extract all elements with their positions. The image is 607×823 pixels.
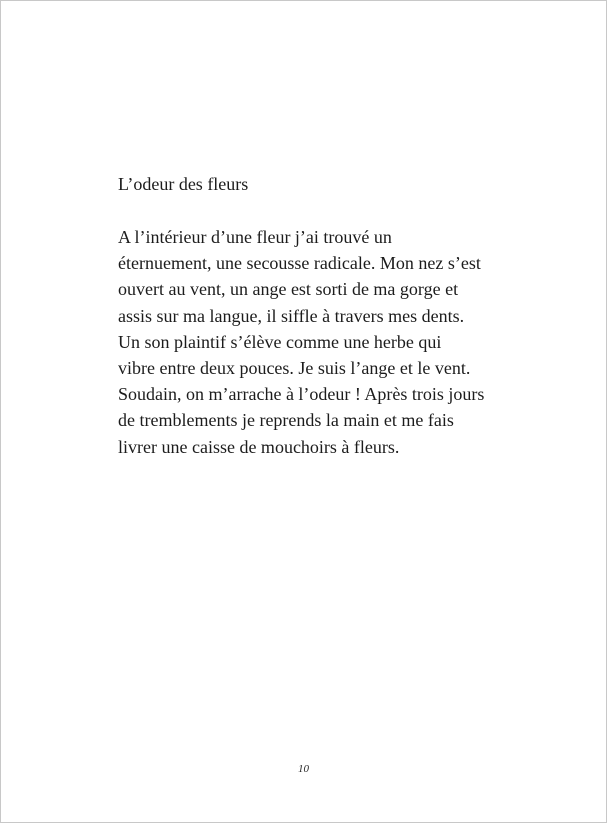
text-line: livrer une caisse de mouchoirs à fleurs. — [118, 436, 400, 457]
text-line: vibre entre deux pouces. Je suis l’ange et le vent. — [118, 357, 471, 378]
text-line: de tremblements je reprends la main et me fais — [118, 410, 454, 431]
text-line: assis sur ma langue, il siffle à travers mes dents. — [118, 305, 465, 326]
text-line: A l’intérieur d’une fleur j’ai trouvé un — [118, 227, 392, 247]
page-number: 10 — [298, 763, 309, 775]
text-line: ouvert au vent, un ange est sorti de ma gorge et — [118, 279, 459, 300]
text-line: éternuement, une secousse radicale. Mon nez s’est — [118, 253, 481, 274]
poem-body — [118, 224, 518, 460]
text-line: Soudain, on m’arrache à l’odeur ! Après trois jours — [118, 384, 485, 405]
poem-title: L’odeur des fleurs — [118, 174, 249, 194]
text-line: Un son plaintif s’élève comme une herbe qui — [118, 331, 442, 352]
